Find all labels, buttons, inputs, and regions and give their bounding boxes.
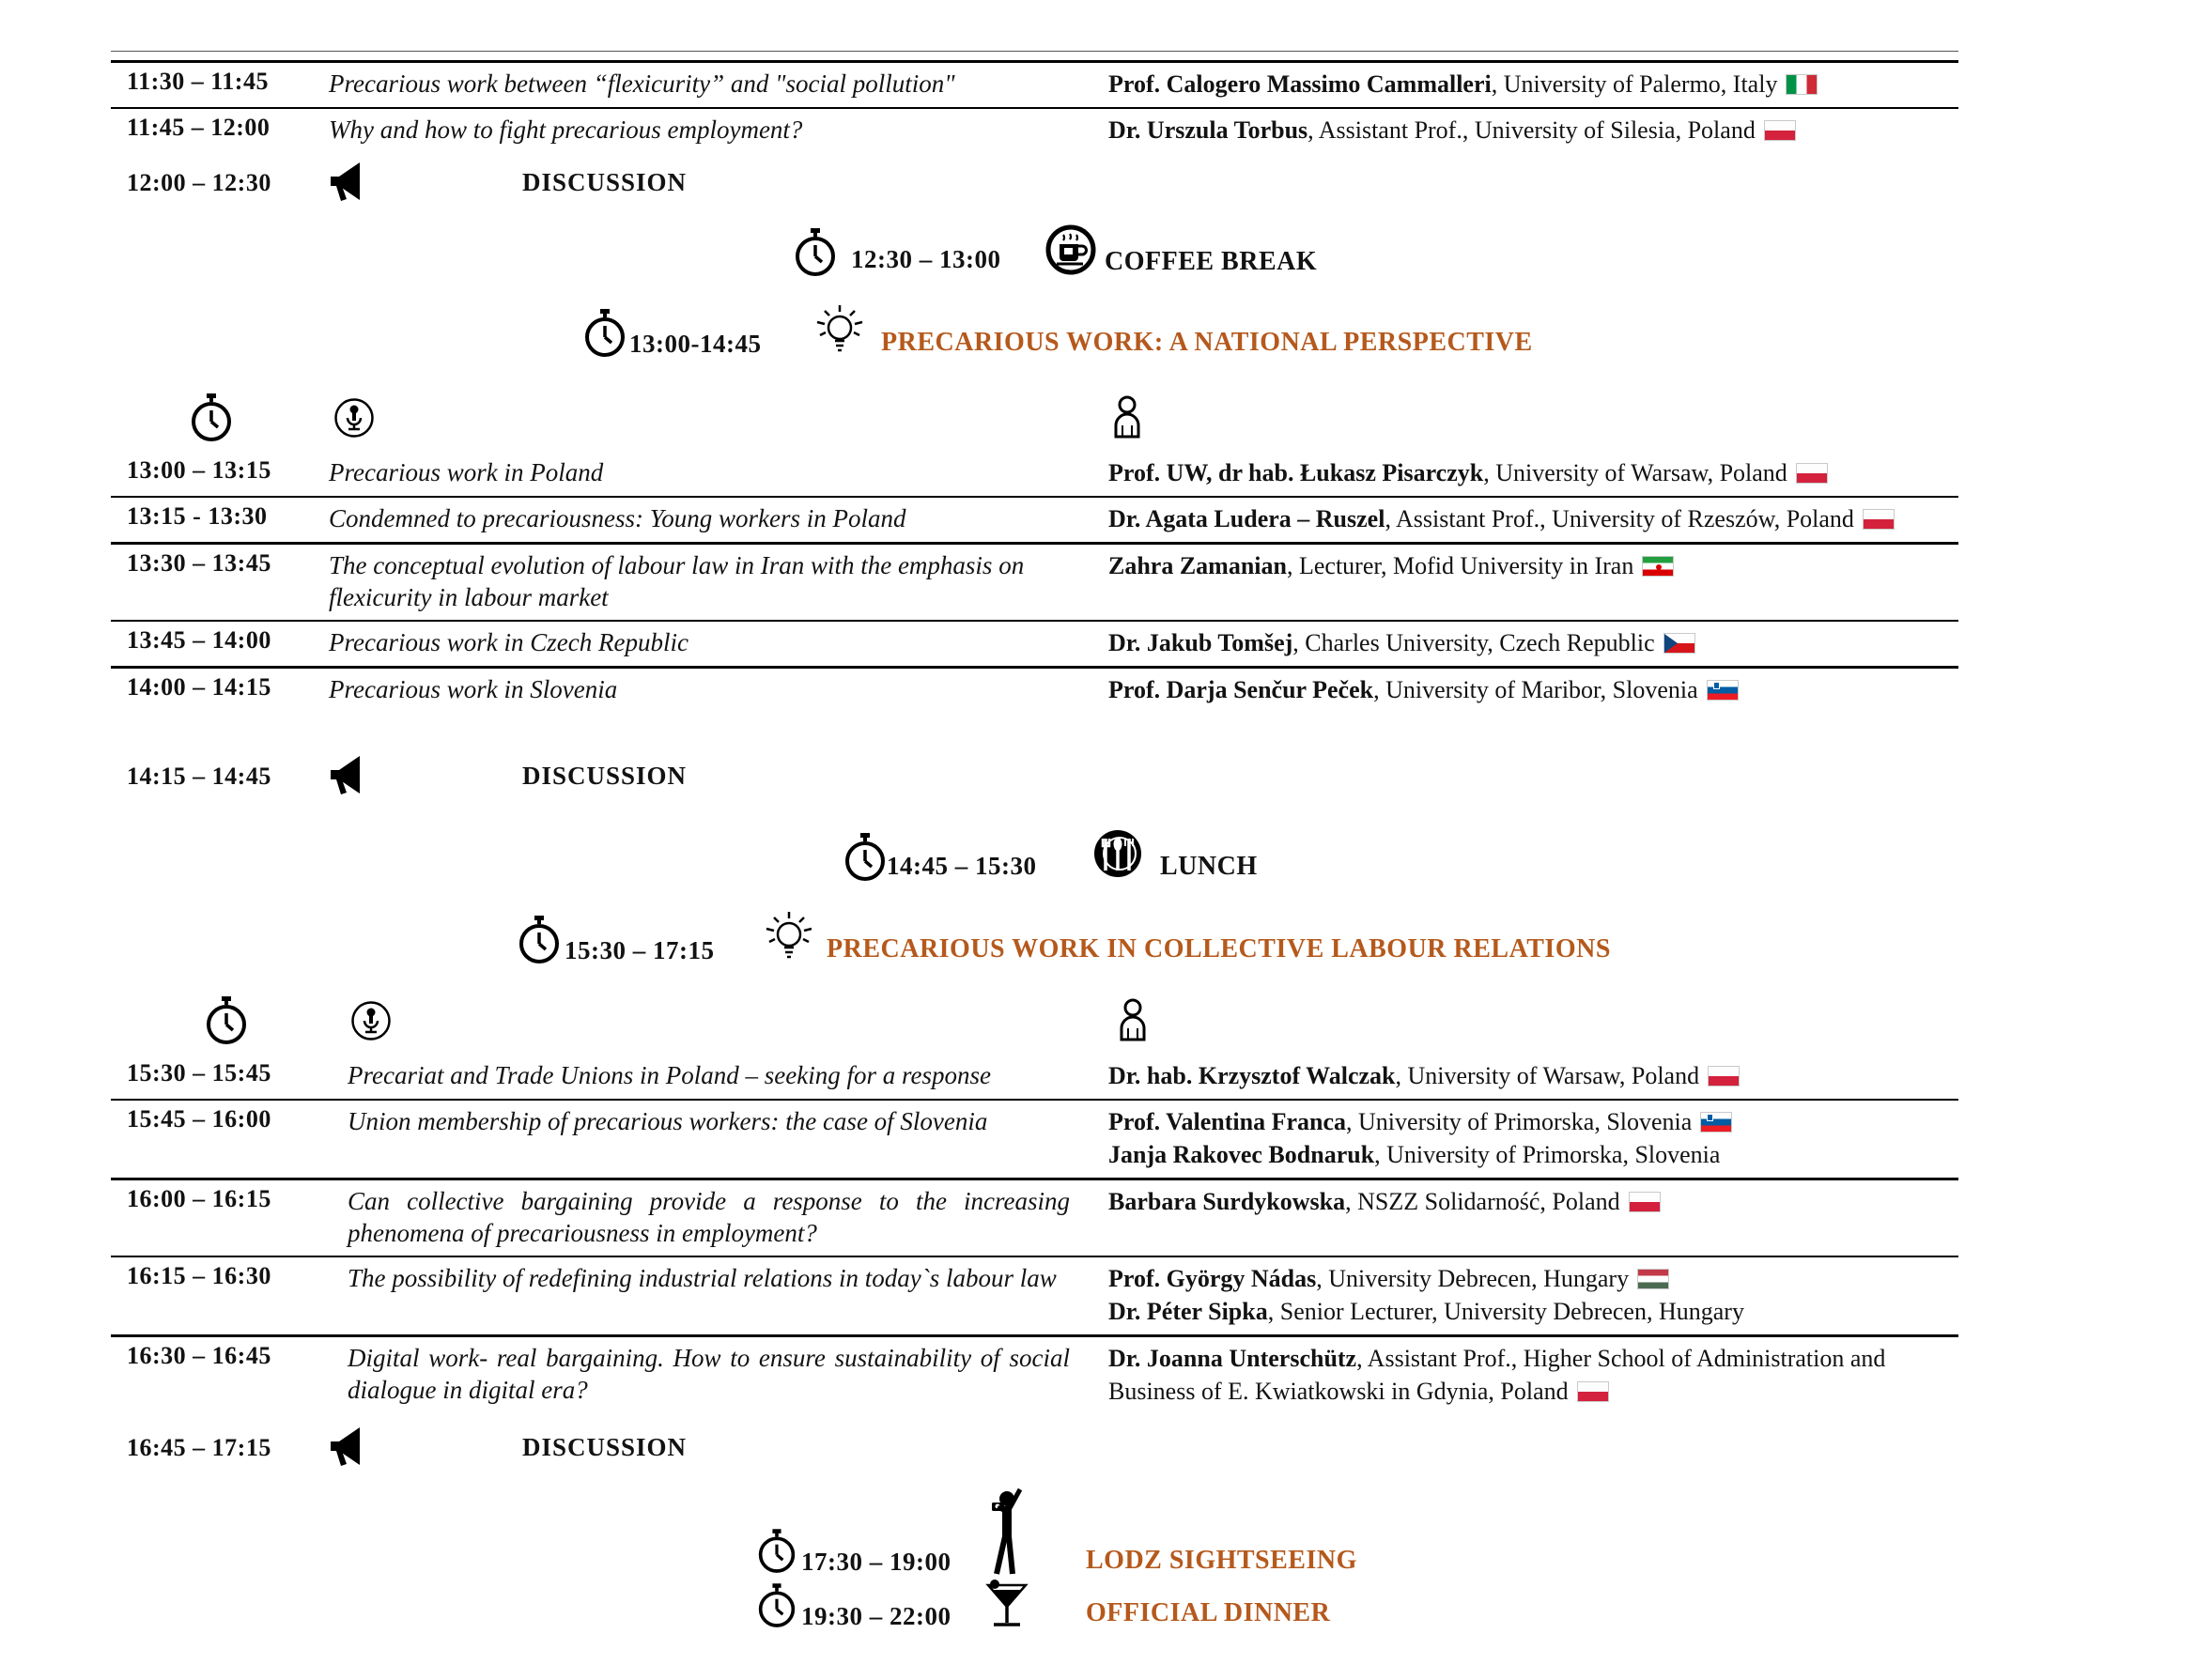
person-icon: [1108, 395, 1146, 440]
speaker-affiliation: , Assistant Prof., University of Silesia, Poland: [1307, 116, 1756, 144]
speaker-name: Dr. hab. Krzysztof Walczak: [1108, 1062, 1396, 1089]
table-row: [111, 452, 1958, 498]
talk-speakers: [1108, 1055, 1958, 1099]
talk-speakers: [1108, 452, 1958, 496]
session-heading-row: [111, 914, 1958, 972]
poland-flag-icon: [1796, 463, 1828, 484]
slovenia-flag-icon: [1707, 680, 1739, 701]
event-time: 19:30 – 22:00: [801, 1602, 952, 1630]
cutlery-plate-icon: [1093, 829, 1142, 878]
speaker-name: Prof. Valentina Franca: [1108, 1108, 1347, 1135]
speaker-line: [1108, 1262, 1958, 1295]
table-row: [111, 109, 1958, 153]
talk-speakers: [1108, 1257, 1958, 1334]
table-row: [111, 1055, 1958, 1101]
talk-time: 15:45 – 16:00: [127, 1105, 271, 1133]
speaker-name: Prof. György Nádas: [1108, 1265, 1317, 1292]
stopwatch-icon: [843, 833, 887, 882]
talk-speakers: [1108, 498, 1958, 542]
column-header-icons: [111, 393, 1958, 442]
talk-title: Precariat and Trade Unions in Poland – seeking for a response: [348, 1061, 991, 1089]
speaker-affiliation: , University Debrecen, Hungary: [1316, 1265, 1630, 1292]
speaker-name: Dr. Urszula Torbus: [1108, 116, 1308, 144]
microphone-icon: [334, 395, 374, 440]
talk-title: Precarious work in Poland: [329, 458, 604, 486]
talk-speakers: [1108, 1337, 1958, 1414]
page-top-rule: [111, 51, 1958, 60]
talk-title: Precarious work in Slovenia: [329, 675, 618, 703]
poland-flag-icon: [1577, 1381, 1609, 1402]
speaker-affiliation: , Lecturer, Mofid University in Iran: [1287, 552, 1634, 579]
speaker-affiliation: , University of Warsaw, Poland: [1483, 459, 1787, 486]
speaker-affiliation: , Charles University, Czech Republic: [1292, 629, 1655, 656]
talk-title: Precarious work in Czech Republic: [329, 628, 688, 656]
session-time: 15:30 – 17:15: [565, 936, 715, 964]
lightbulb-icon: [763, 910, 815, 963]
talk-title: Condemned to precariousness: Young workers in Poland: [329, 504, 906, 532]
talk-time: 13:45 – 14:00: [127, 626, 271, 654]
speaker-affiliation: , Senior Lecturer, University Debrecen, Hungary: [1267, 1298, 1744, 1325]
table-row: [111, 669, 1958, 713]
event-label: LODZ SIGHTSEEING: [1086, 1546, 1357, 1575]
speaker-name: Janja Rakovec Bodnaruk: [1108, 1141, 1375, 1168]
talk-title: Can collective bargaining provide a response to the increasing phenomena of precariousness in employment?: [348, 1187, 1070, 1247]
speaker-name: Prof. Darja Senčur Peček: [1108, 676, 1374, 703]
megaphone-icon: [329, 162, 363, 203]
talk-title: Why and how to fight precarious employment?: [329, 116, 803, 144]
czech-flag-icon: [1663, 633, 1695, 654]
talk-time: 16:15 – 16:30: [127, 1262, 271, 1289]
speaker-name: Dr. Agata Ludera – Ruszel: [1108, 505, 1385, 532]
megaphone-icon: [329, 1426, 363, 1468]
session-time: 13:00-14:45: [629, 330, 762, 358]
session-title: PRECARIOUS WORK IN COLLECTIVE LABOUR RELATIONS: [827, 934, 1611, 963]
column-header-icons: [111, 996, 1958, 1045]
discussion-time: 12:00 – 12:30: [127, 168, 271, 196]
discussion-row: [111, 1418, 1958, 1474]
break-time: 12:30 – 13:00: [851, 245, 1001, 273]
lightbulb-icon: [813, 303, 866, 356]
speaker-line: [1108, 1105, 1958, 1138]
talk-time: 11:45 – 12:00: [127, 114, 271, 141]
table-row: [111, 545, 1958, 622]
talk-title: The possibility of redefining industrial relations in today`s labour law: [348, 1264, 1057, 1292]
talk-time: 14:00 – 14:15: [127, 673, 271, 701]
poland-flag-icon: [1708, 1066, 1740, 1087]
stopwatch-icon: [583, 309, 627, 358]
table-row: [111, 63, 1958, 109]
speaker-name: Barbara Surdykowska: [1108, 1188, 1346, 1215]
talk-time: 11:30 – 11:45: [127, 68, 269, 95]
discussion-row: [111, 153, 1958, 209]
cocktail-glass-icon: [984, 1580, 1029, 1628]
collective-labour-table: [111, 1055, 1958, 1474]
table-row: [111, 498, 1958, 545]
talk-speakers: [1108, 545, 1958, 589]
coffee-break-row: [111, 224, 1958, 283]
speaker-affiliation: , University of Primorska, Slovenia: [1374, 1141, 1721, 1168]
italy-flag-icon: [1786, 74, 1818, 95]
speaker-name: Dr. Joanna Unterschütz: [1108, 1345, 1357, 1372]
discussion-row: [111, 747, 1958, 803]
talk-speakers: [1108, 1101, 1958, 1178]
morning-session-table: [111, 60, 1958, 209]
tourist-camera-icon: [986, 1487, 1026, 1578]
speaker-name: Zahra Zamanian: [1108, 552, 1287, 579]
speaker-affiliation: , University of Maribor, Slovenia: [1373, 676, 1698, 703]
talk-title: Precarious work between “flexicurity” and "social pollution": [329, 69, 955, 98]
talk-time: 15:30 – 15:45: [127, 1059, 271, 1087]
talk-speakers: [1108, 109, 1958, 153]
talk-title: The conceptual evolution of labour law in Iran with the emphasis on flexicurity in labour market: [329, 551, 1025, 611]
talk-time: 13:15 - 13:30: [127, 502, 268, 530]
break-time: 14:45 – 15:30: [887, 852, 1037, 880]
talk-speakers: [1108, 622, 1958, 666]
talk-speakers: [1108, 1180, 1958, 1225]
break-label: LUNCH: [1160, 852, 1258, 881]
poland-flag-icon: [1629, 1192, 1661, 1212]
speaker-name: Prof. UW, dr hab. Łukasz Pisarczyk: [1108, 459, 1484, 486]
table-row: [111, 1257, 1958, 1337]
poland-flag-icon: [1764, 120, 1796, 141]
discussion-time: 14:15 – 14:45: [127, 762, 271, 790]
talk-time: 16:30 – 16:45: [127, 1342, 271, 1369]
discussion-label: DISCUSSION: [522, 761, 688, 790]
speaker-affiliation: , Assistant Prof., Higher School of Administration and Business of E. Kwiatkowski in Gdynia, Poland: [1108, 1345, 1886, 1405]
talk-time: 13:00 – 13:15: [127, 456, 271, 484]
coffee-cup-icon: [1045, 224, 1096, 275]
stopwatch-icon: [518, 916, 561, 964]
national-perspective-table: [111, 452, 1958, 803]
slovenia-flag-icon: [1700, 1112, 1732, 1133]
microphone-icon: [351, 998, 391, 1043]
speaker-affiliation: , Assistant Prof., University of Rzeszów, Poland: [1385, 505, 1854, 532]
talk-time: 13:30 – 13:45: [127, 549, 271, 577]
speaker-affiliation: , University of Palermo, Italy: [1491, 70, 1778, 98]
evening-events: [111, 1516, 1958, 1680]
speaker-name: Dr. Jakub Tomšej: [1108, 629, 1293, 656]
table-row: [111, 1337, 1958, 1414]
talk-speakers: [1108, 669, 1958, 713]
hungary-flag-icon: [1637, 1269, 1669, 1289]
speaker-line: [1108, 1295, 1958, 1328]
session-title: PRECARIOUS WORK: A NATIONAL PERSPECTIVE: [881, 328, 1533, 357]
discussion-label: DISCUSSION: [522, 167, 688, 196]
session-heading-row: [111, 307, 1958, 365]
talk-title: Union membership of precarious workers: the case of Slovenia: [348, 1107, 988, 1135]
megaphone-icon: [329, 755, 363, 796]
event-label: OFFICIAL DINNER: [1086, 1598, 1331, 1627]
discussion-time: 16:45 – 17:15: [127, 1433, 271, 1461]
speaker-affiliation: , NSZZ Solidarność, Poland: [1345, 1188, 1620, 1215]
speaker-name: Dr. Péter Sipka: [1108, 1298, 1268, 1325]
stopwatch-icon: [190, 393, 233, 442]
poland-flag-icon: [1863, 509, 1895, 530]
table-row: [111, 622, 1958, 669]
speaker-line: [1108, 1138, 1958, 1171]
speaker-name: Prof. Calogero Massimo Cammalleri: [1108, 70, 1492, 98]
speaker-affiliation: , University of Primorska, Slovenia: [1346, 1108, 1693, 1135]
stopwatch-icon: [757, 1583, 797, 1628]
stopwatch-icon: [205, 996, 248, 1045]
table-row: [111, 1101, 1958, 1180]
talk-time: 16:00 – 16:15: [127, 1185, 271, 1212]
iran-flag-icon: [1642, 556, 1674, 577]
break-label: COFFEE BREAK: [1105, 247, 1318, 276]
event-time: 17:30 – 19:00: [801, 1548, 952, 1576]
person-icon: [1114, 998, 1152, 1043]
talk-title: Digital work- real bargaining. How to ensure sustainability of social dialogue in digital era?: [348, 1344, 1070, 1404]
lunch-row: [111, 831, 1958, 889]
discussion-label: DISCUSSION: [522, 1432, 688, 1461]
table-row: [111, 1180, 1958, 1257]
talk-speakers: [1108, 63, 1958, 107]
stopwatch-icon: [757, 1529, 797, 1574]
speaker-affiliation: , University of Warsaw, Poland: [1395, 1062, 1700, 1089]
stopwatch-icon: [794, 228, 837, 277]
